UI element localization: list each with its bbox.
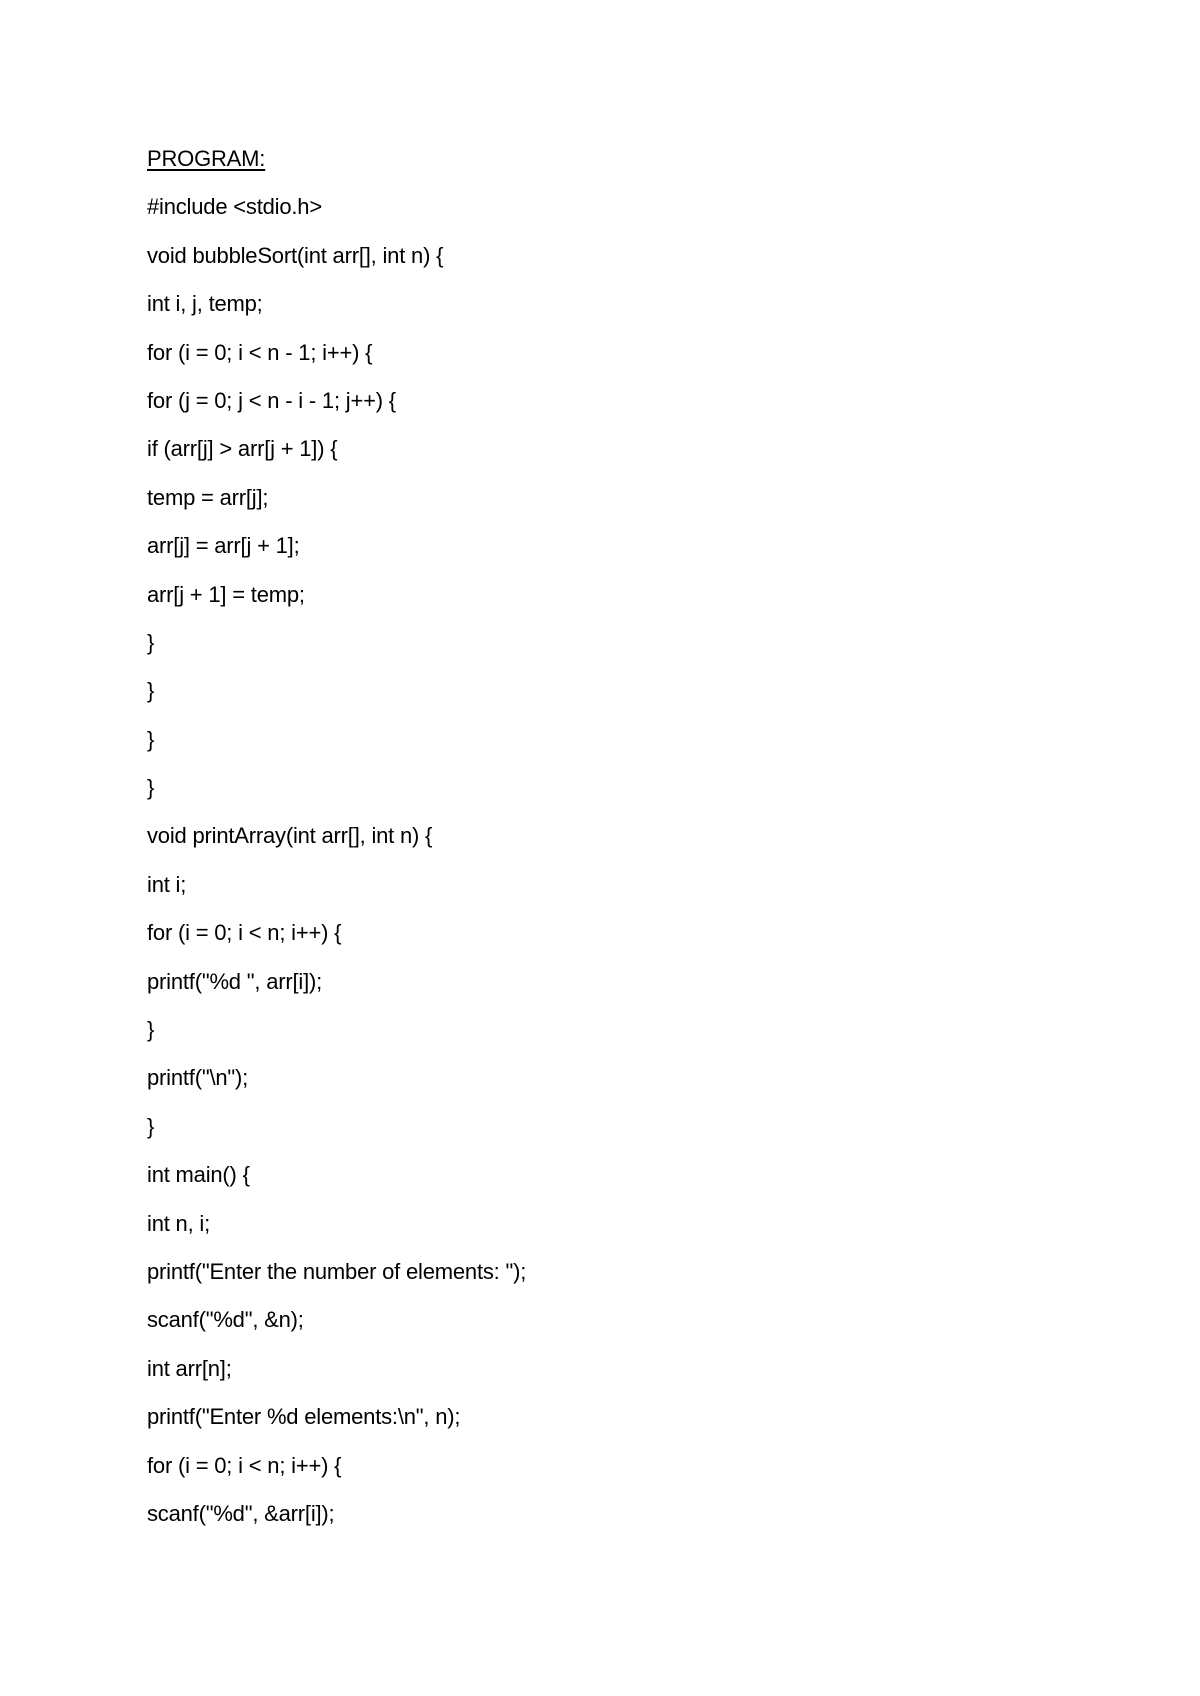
code-line: } bbox=[147, 1017, 155, 1043]
code-line: scanf("%d", &n); bbox=[147, 1307, 304, 1333]
code-line: int i, j, temp; bbox=[147, 291, 263, 317]
code-line: void bubbleSort(int arr[], int n) { bbox=[147, 242, 444, 268]
code-line: } bbox=[147, 629, 155, 655]
code-line: for (i = 0; i < n; i++) { bbox=[147, 920, 342, 946]
code-line: printf("Enter %d elements:\n", n); bbox=[147, 1404, 461, 1430]
code-line: for (i = 0; i < n; i++) { bbox=[147, 1452, 342, 1478]
code-line: for (i = 0; i < n - 1; i++) { bbox=[147, 339, 373, 365]
document-body bbox=[147, 144, 1107, 1547]
code-line: printf("%d ", arr[i]); bbox=[147, 968, 323, 994]
code-line: } bbox=[147, 678, 155, 704]
code-line: void printArray(int arr[], int n) { bbox=[147, 823, 433, 849]
code-line: printf("Enter the number of elements: "); bbox=[147, 1258, 527, 1284]
code-line: printf("\n"); bbox=[147, 1065, 249, 1091]
code-line: int n, i; bbox=[147, 1210, 211, 1236]
code-line: for (j = 0; j < n - i - 1; j++) { bbox=[147, 387, 396, 413]
code-line: int i; bbox=[147, 871, 187, 897]
code-line: arr[j] = arr[j + 1]; bbox=[147, 533, 300, 559]
code-line: } bbox=[147, 726, 155, 752]
code-line: if (arr[j] > arr[j + 1]) { bbox=[147, 436, 338, 462]
code-line: temp = arr[j]; bbox=[147, 484, 269, 510]
code-line: scanf("%d", &arr[i]); bbox=[147, 1500, 335, 1526]
code-line: } bbox=[147, 775, 155, 801]
code-line: #include <stdio.h> bbox=[147, 194, 322, 220]
code-line: int arr[n]; bbox=[147, 1355, 232, 1381]
code-line: int main() { bbox=[147, 1162, 250, 1188]
program-heading: PROGRAM: bbox=[147, 146, 266, 171]
code-line: arr[j + 1] = temp; bbox=[147, 581, 305, 607]
code-line: } bbox=[147, 1113, 155, 1139]
